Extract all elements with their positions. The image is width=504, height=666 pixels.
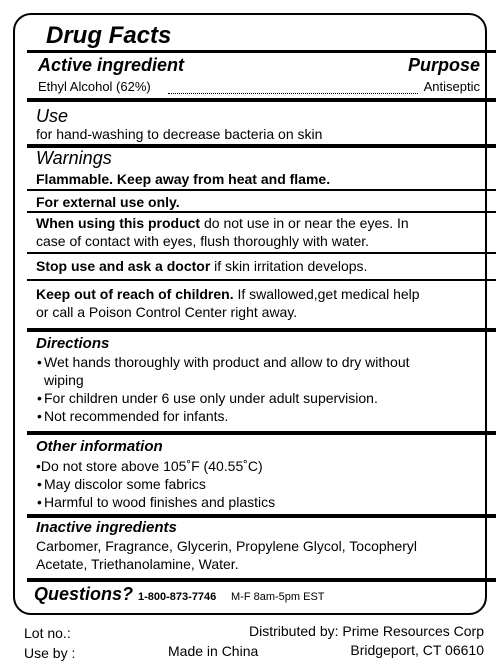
- divider-thick: [27, 98, 496, 102]
- external-use-warning: For external use only.: [36, 194, 180, 210]
- lot-number-label: Lot no.:: [24, 625, 71, 641]
- active-ingredient-name: Ethyl Alcohol (62%): [38, 79, 151, 94]
- when-using-label: When using this product: [36, 215, 201, 231]
- divider-thick: [27, 578, 496, 582]
- inactive-heading: Inactive ingredients: [36, 519, 177, 536]
- when-using-text: do not use in or near the eyes. In: [200, 215, 409, 231]
- other-info-item-1: •Do not store above 105˚F (40.55˚C): [36, 458, 263, 474]
- use-heading: Use: [36, 106, 69, 126]
- made-in-label: Made in China: [168, 643, 259, 659]
- divider-thick: [27, 431, 496, 435]
- divider-thin: [27, 279, 496, 281]
- stop-use-line: [36, 257, 367, 275]
- inactive-line-1: Carbomer, Fragrance, Glycerin, Propylene Glycol, Tocopheryl: [36, 538, 418, 554]
- divider-thin: [27, 252, 496, 254]
- inactive-line-2: Acetate, Triethanolamine, Water.: [36, 556, 239, 572]
- directions-item-1: • Wet hands thoroughly with product and allow to dry without: [44, 353, 410, 371]
- other-info-item-2: • May discolor some fabrics: [44, 475, 206, 493]
- divider-thick: [27, 328, 496, 332]
- directions-item-1-cont: wiping: [44, 372, 84, 388]
- directions-heading: Directions: [36, 335, 110, 352]
- questions-phone: 1-800-873-7746: [138, 591, 217, 603]
- divider-thick: [27, 50, 496, 53]
- page-title: Drug Facts: [46, 22, 172, 49]
- distributor-address: Bridgeport, CT 06610: [350, 642, 484, 658]
- keep-out-line2: or call a Poison Control Center right away.: [36, 304, 298, 320]
- when-using-line2: case of contact with eyes, flush thoroughly with water.: [36, 233, 370, 249]
- other-info-item-3: • Harmful to wood finishes and plastics: [44, 493, 275, 511]
- purpose-heading: Purpose: [407, 55, 480, 75]
- stop-use-text: if skin irritation develops.: [210, 258, 368, 274]
- keep-out-text: If swallowed,get medical help: [233, 286, 420, 302]
- divider-thin: [27, 211, 496, 213]
- questions-heading: Questions?: [34, 584, 134, 604]
- use-by-label: Use by :: [24, 645, 76, 661]
- when-using-line1: [36, 214, 409, 232]
- leader-dots: [168, 93, 418, 94]
- warnings-heading: Warnings: [36, 148, 112, 168]
- other-info-heading: Other information: [36, 438, 163, 455]
- questions-hours: M-F 8am-5pm EST: [231, 591, 325, 603]
- divider-thick: [27, 514, 496, 518]
- divider-thin: [27, 189, 496, 191]
- distributor-label: Distributed by: Prime Resources Corp: [249, 623, 484, 639]
- flammable-warning: Flammable. Keep away from heat and flame.: [36, 171, 331, 187]
- purpose-value: Antiseptic: [423, 79, 480, 94]
- use-text: for hand-washing to decrease bacteria on skin: [36, 126, 323, 142]
- active-ingredient-heading: Active ingredient: [38, 55, 185, 75]
- directions-item-2: • For children under 6 use only under adult supervision.: [44, 389, 378, 407]
- stop-use-label: Stop use and ask a doctor: [36, 258, 211, 274]
- keep-out-line1: [36, 285, 420, 303]
- keep-out-label: Keep out of reach of children.: [36, 286, 234, 302]
- directions-item-3: • Not recommended for infants.: [44, 407, 228, 425]
